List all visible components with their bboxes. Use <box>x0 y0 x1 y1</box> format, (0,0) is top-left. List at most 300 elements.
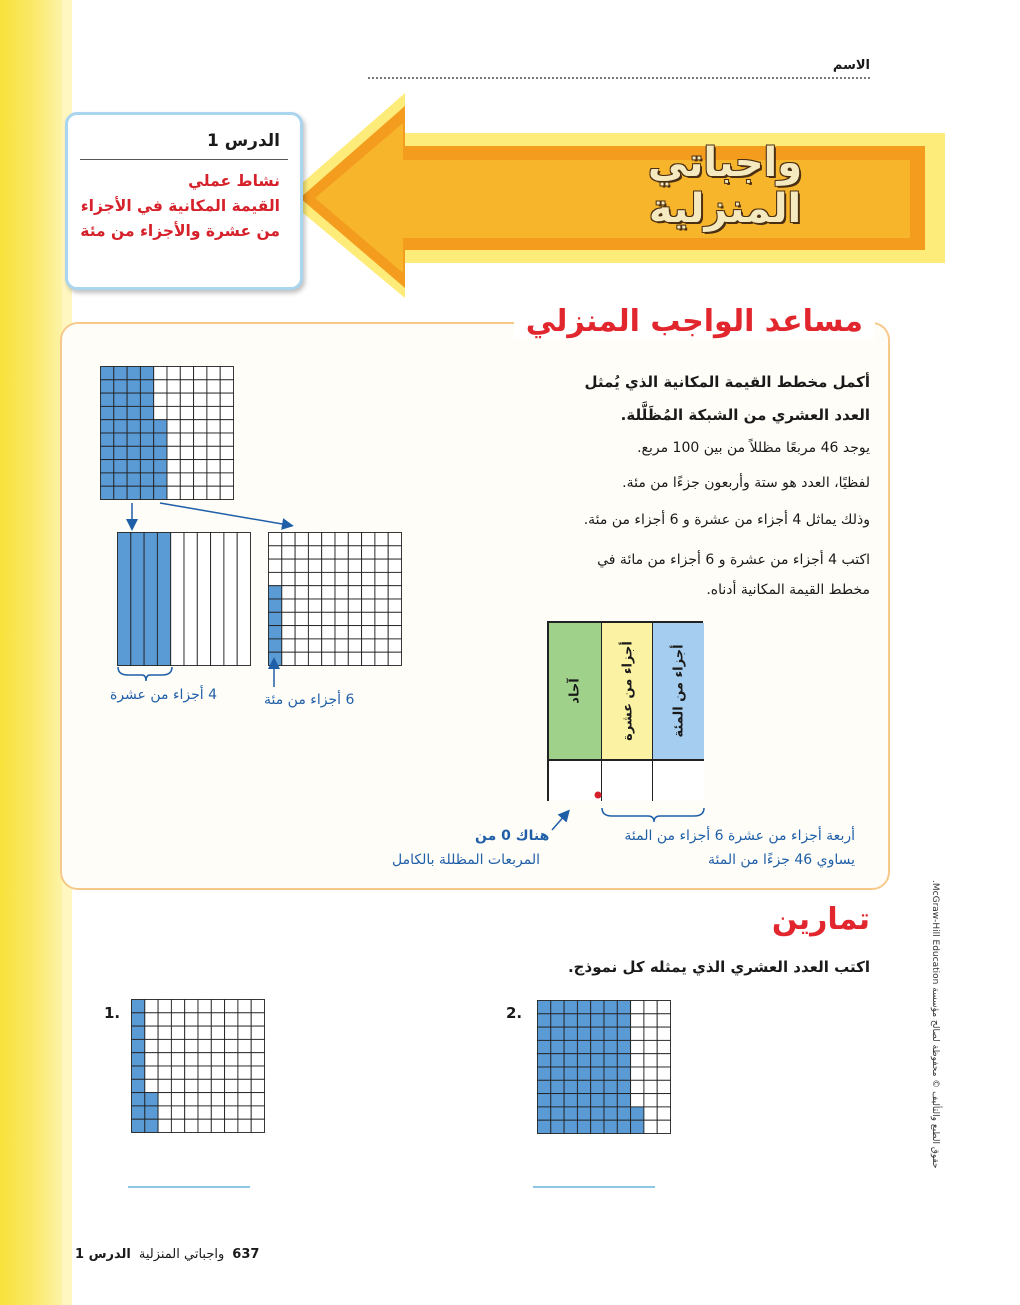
tenths-label: 4 أجزاء من عشرة <box>110 687 218 703</box>
grid-cell <box>158 1066 171 1079</box>
grid-cell <box>564 1054 577 1067</box>
grid-cell <box>225 1119 238 1132</box>
grid-cell <box>145 1039 158 1052</box>
grid-cell <box>657 1107 670 1120</box>
answer-line-1[interactable] <box>128 1186 250 1188</box>
grid-cell <box>145 1013 158 1026</box>
grid-cell <box>564 1027 577 1040</box>
grid-cell <box>114 433 127 446</box>
grid-cell <box>631 1120 644 1133</box>
grid-cell <box>251 1013 264 1026</box>
grid-cell <box>171 1053 184 1066</box>
name-input-line[interactable] <box>368 77 870 79</box>
grid-cell <box>591 1067 604 1080</box>
task-line: أكمل مخطط القيمة المكانية الذي يُمثل <box>584 373 870 391</box>
grid-cell <box>551 1014 564 1027</box>
grid-cell <box>154 460 167 473</box>
grid-cell <box>207 380 220 393</box>
grid-cell <box>180 406 193 419</box>
grid-cell <box>591 1014 604 1027</box>
grid-cell <box>185 1013 198 1026</box>
grid-cell <box>644 1054 657 1067</box>
grid-cell <box>207 420 220 433</box>
grid-cell <box>211 1026 224 1039</box>
grid-cell <box>167 393 180 406</box>
grid-cell <box>564 1094 577 1107</box>
grid-cell <box>114 406 127 419</box>
grid-cell <box>154 473 167 486</box>
grid-cell <box>631 1094 644 1107</box>
grid-cell <box>657 1120 670 1133</box>
grid-cell <box>238 1013 251 1026</box>
ones-column <box>549 623 601 759</box>
grid-cell <box>564 1001 577 1014</box>
grid-cell <box>180 446 193 459</box>
grid-cell <box>225 1026 238 1039</box>
grid-cell <box>631 1001 644 1014</box>
grid-cell <box>251 1039 264 1052</box>
page-footer <box>75 1247 285 1262</box>
grid-cell <box>211 1066 224 1079</box>
column-header: أجزاء من المئة <box>671 644 686 738</box>
grid-cell <box>644 1107 657 1120</box>
grid-cell <box>171 1066 184 1079</box>
grid-cell <box>171 1026 184 1039</box>
page-number: 637 <box>232 1247 260 1262</box>
grid-cell <box>194 367 207 380</box>
grid-cell <box>207 406 220 419</box>
explanation-line: اكتب 4 أجزاء من عشرة و 6 أجزاء من مائة في <box>597 552 870 568</box>
hundredths-column <box>652 623 704 759</box>
grid-cell <box>158 1093 171 1106</box>
grid-cell <box>604 1027 617 1040</box>
grid-cell <box>591 1054 604 1067</box>
grid-cell <box>158 1039 171 1052</box>
column-header: أجزاء من عشرة <box>620 641 635 741</box>
grid-cell <box>198 1039 211 1052</box>
grid-cell <box>538 1080 551 1093</box>
decimal-brace <box>602 808 704 822</box>
grid-cell <box>617 1040 630 1053</box>
grid-cell <box>198 1119 211 1132</box>
grid-cell <box>127 367 140 380</box>
grid-cell <box>207 367 220 380</box>
grid-cell <box>220 420 233 433</box>
grid-cell <box>211 1039 224 1052</box>
grid-cell <box>194 420 207 433</box>
grid-cell <box>617 1107 630 1120</box>
grid-cell <box>591 1001 604 1014</box>
grid-cell <box>167 446 180 459</box>
grid-cell <box>207 393 220 406</box>
grid-cell <box>538 1120 551 1133</box>
grid-cell <box>538 1027 551 1040</box>
place-value-chart <box>547 621 703 801</box>
grid-cell <box>114 460 127 473</box>
helper-title: مساعد الواجب المنزلي <box>514 304 875 339</box>
grid-cell <box>114 420 127 433</box>
grid-cell <box>238 1053 251 1066</box>
grid-cell <box>194 406 207 419</box>
grid-cell <box>145 1093 158 1106</box>
lesson-topic <box>70 169 280 244</box>
grid-cell <box>577 1120 590 1133</box>
exercise-1-grid <box>131 999 265 1133</box>
grid-cell <box>631 1107 644 1120</box>
arrow-to-hundredths <box>160 503 288 525</box>
grid-cell <box>657 1001 670 1014</box>
grid-cell <box>140 367 153 380</box>
lesson-number: الدرس 1 <box>206 131 280 151</box>
grid-cell <box>604 1067 617 1080</box>
grid-cell <box>198 1106 211 1119</box>
explanation-line: يوجد 46 مربعًا مظللاً من بين 100 مربع. <box>637 440 870 456</box>
grid-cell <box>132 1053 145 1066</box>
note-left: هناك 0 من <box>475 828 550 844</box>
grid-cell <box>127 380 140 393</box>
grid-cell <box>564 1107 577 1120</box>
grid-cell <box>180 420 193 433</box>
grid-cell <box>551 1001 564 1014</box>
grid-cell <box>207 446 220 459</box>
grid-cell <box>140 420 153 433</box>
grid-cell <box>167 380 180 393</box>
grid-cell <box>238 1066 251 1079</box>
grid-cell <box>631 1067 644 1080</box>
grid-cell <box>198 1066 211 1079</box>
grid-cell <box>657 1054 670 1067</box>
grid-cell <box>238 1079 251 1092</box>
grid-cell <box>657 1040 670 1053</box>
grid-cell <box>551 1107 564 1120</box>
grid-cell <box>154 406 167 419</box>
grid-cell <box>564 1014 577 1027</box>
grid-cell <box>657 1027 670 1040</box>
grid-cell <box>591 1107 604 1120</box>
grid-cell <box>132 1093 145 1106</box>
grid-cell <box>251 1079 264 1092</box>
grid-cell <box>194 460 207 473</box>
grid-cell <box>251 1119 264 1132</box>
grid-cell <box>538 1014 551 1027</box>
grid-cell <box>538 1054 551 1067</box>
lesson-info-box <box>65 112 303 290</box>
explanation-line: وذلك يماثل 4 أجزاء من عشرة و 6 أجزاء من مئة. <box>583 512 870 528</box>
copyright-text: حقوق الطبع والتأليف © محفوظة لصالح مؤسسة McGraw-Hill Education. <box>930 880 940 1169</box>
grid-cell <box>167 460 180 473</box>
note-right: أربعة أجزاء من عشرة 6 أجزاء من المئة <box>624 828 855 844</box>
grid-cell <box>171 1013 184 1026</box>
grid-cell <box>225 1066 238 1079</box>
grid-cell <box>617 1001 630 1014</box>
grid-cell <box>101 406 114 419</box>
grid-cell <box>225 1039 238 1052</box>
exercise-number: 1. <box>104 1004 121 1022</box>
grid-cell <box>538 1001 551 1014</box>
grid-cell <box>644 1014 657 1027</box>
grid-cell <box>617 1014 630 1027</box>
grid-cell <box>225 1106 238 1119</box>
grid-cell <box>158 1079 171 1092</box>
grid-cell <box>644 1040 657 1053</box>
grid-cell <box>114 393 127 406</box>
grid-cell <box>198 1093 211 1106</box>
grid-cell <box>617 1094 630 1107</box>
grid-cell <box>238 1119 251 1132</box>
grid-cell <box>564 1067 577 1080</box>
footer-title: واجباتي المنزلية <box>138 1247 225 1262</box>
grid-cell <box>140 473 153 486</box>
grid-cell <box>657 1014 670 1027</box>
explanation-line: لفظيًا، العدد هو ستة وأربعون جزءًا من مئة. <box>622 475 870 491</box>
grid-cell <box>591 1040 604 1053</box>
grid-cell <box>577 1027 590 1040</box>
grid-cell <box>251 1053 264 1066</box>
grid-cell <box>577 1107 590 1120</box>
grid-cell <box>631 1054 644 1067</box>
grid-cell <box>132 1000 145 1013</box>
grid-cell <box>194 446 207 459</box>
grid-cell <box>207 473 220 486</box>
grid-cell <box>564 1120 577 1133</box>
grid-cell <box>551 1040 564 1053</box>
grid-cell <box>145 1000 158 1013</box>
grid-cell <box>657 1094 670 1107</box>
grid-cell <box>101 367 114 380</box>
grid-cell <box>211 1013 224 1026</box>
grid-cell <box>220 446 233 459</box>
grid-cell <box>551 1080 564 1093</box>
grid-cell <box>101 433 114 446</box>
grid-cell <box>154 446 167 459</box>
grid-cell <box>171 1119 184 1132</box>
grid-cell <box>591 1080 604 1093</box>
grid-cell <box>154 420 167 433</box>
grid-cell <box>591 1120 604 1133</box>
grid-cell <box>538 1094 551 1107</box>
grid-cell <box>225 1093 238 1106</box>
grid-cell <box>577 1054 590 1067</box>
grid-cell <box>198 1053 211 1066</box>
grid-cell <box>114 446 127 459</box>
exercise-2-grid <box>537 1000 671 1134</box>
grid-cell <box>101 420 114 433</box>
grid-cell <box>180 367 193 380</box>
arrow-to-ones <box>552 814 566 830</box>
grid-cell <box>251 1066 264 1079</box>
grid-cell <box>145 1053 158 1066</box>
grid-cell <box>180 460 193 473</box>
grid-cell <box>604 1080 617 1093</box>
grid-cell <box>238 1039 251 1052</box>
grid-cell <box>577 1001 590 1014</box>
grid-cell <box>631 1080 644 1093</box>
grid-cell <box>220 393 233 406</box>
grid-cell <box>114 473 127 486</box>
grid-cell <box>211 1119 224 1132</box>
grid-cell <box>220 433 233 446</box>
grid-cell <box>225 1000 238 1013</box>
grid-cell <box>185 1079 198 1092</box>
grid-cell <box>211 1000 224 1013</box>
grid-cell <box>538 1040 551 1053</box>
grid-cell <box>145 1106 158 1119</box>
grid-cell <box>185 1106 198 1119</box>
grid-cell <box>185 1053 198 1066</box>
grid-cell <box>211 1053 224 1066</box>
grid-cell <box>127 433 140 446</box>
grid-cell <box>225 1013 238 1026</box>
grid-cell <box>617 1120 630 1133</box>
grid-cell <box>132 1079 145 1092</box>
grid-cell <box>180 393 193 406</box>
grid-cell <box>604 1094 617 1107</box>
grid-cell <box>251 1000 264 1013</box>
grid-cell <box>127 460 140 473</box>
grid-cell <box>591 1094 604 1107</box>
grid-cell <box>185 1026 198 1039</box>
grid-cell <box>132 1026 145 1039</box>
grid-cell <box>158 1119 171 1132</box>
tenths-column <box>601 623 653 759</box>
grid-cell <box>657 1080 670 1093</box>
grid-cell <box>238 1093 251 1106</box>
grid-cell <box>225 1053 238 1066</box>
grid-cell <box>644 1120 657 1133</box>
grid-cell <box>185 1000 198 1013</box>
grid-cell <box>198 1026 211 1039</box>
grid-cell <box>132 1066 145 1079</box>
grid-cell <box>220 367 233 380</box>
grid-cell <box>604 1040 617 1053</box>
grid-cell <box>564 1080 577 1093</box>
grid-cell <box>631 1014 644 1027</box>
grid-cell <box>154 393 167 406</box>
grid-cell <box>145 1079 158 1092</box>
grid-cell <box>185 1093 198 1106</box>
grid-cell <box>251 1093 264 1106</box>
grid-cell <box>198 1079 211 1092</box>
grid-cell <box>198 1013 211 1026</box>
grid-cell <box>577 1094 590 1107</box>
grid-cell <box>171 1079 184 1092</box>
hundredths-label: 6 أجزاء من مئة <box>264 692 355 708</box>
grid-cell <box>180 473 193 486</box>
grid-cell <box>644 1027 657 1040</box>
grid-cell <box>644 1001 657 1014</box>
grid-cell <box>194 380 207 393</box>
grid-cell <box>167 367 180 380</box>
decimal-point-dot <box>595 792 602 799</box>
grid-cell <box>140 460 153 473</box>
grid-cell <box>145 1026 158 1039</box>
grid-cell <box>171 1000 184 1013</box>
grid-cell <box>158 1106 171 1119</box>
grid-cell <box>127 446 140 459</box>
grid-cell <box>617 1027 630 1040</box>
grid-cell <box>140 406 153 419</box>
grid-cell <box>140 446 153 459</box>
grid-cell <box>145 1119 158 1132</box>
grid-cell <box>551 1120 564 1133</box>
answer-line-2[interactable] <box>533 1186 655 1188</box>
grid-cell <box>158 1026 171 1039</box>
grid-cell <box>171 1093 184 1106</box>
grid-cell <box>101 393 114 406</box>
grid-cell <box>132 1106 145 1119</box>
note-left: المربعات المظللة بالكامل <box>392 852 541 868</box>
grid-cell <box>538 1067 551 1080</box>
grid-cell <box>171 1106 184 1119</box>
grid-cell <box>551 1094 564 1107</box>
explanation-line: مخطط القيمة المكانية أدناه. <box>706 582 870 598</box>
grid-cell <box>167 406 180 419</box>
grid-cell <box>551 1027 564 1040</box>
grid-cell <box>154 433 167 446</box>
grid-cell <box>604 1120 617 1133</box>
grid-cell <box>101 460 114 473</box>
grid-cell <box>158 1053 171 1066</box>
grid-cell <box>185 1066 198 1079</box>
grid-cell <box>538 1107 551 1120</box>
lesson-topic-line: نشاط عملي <box>188 172 280 190</box>
grid-cell <box>167 420 180 433</box>
grid-cell <box>140 433 153 446</box>
grid-cell <box>127 393 140 406</box>
grid-cell <box>220 473 233 486</box>
grid-cell <box>220 380 233 393</box>
grid-cell <box>604 1107 617 1120</box>
grid-cell <box>154 380 167 393</box>
grid-cell <box>644 1080 657 1093</box>
grid-cell <box>617 1054 630 1067</box>
grid-cell <box>604 1014 617 1027</box>
grid-cell <box>238 1000 251 1013</box>
grid-cell <box>551 1054 564 1067</box>
grid-cell <box>211 1093 224 1106</box>
grid-cell <box>101 473 114 486</box>
page-title: واجباتي المنزلية <box>647 140 803 232</box>
grid-cell <box>158 1000 171 1013</box>
grid-cell <box>180 380 193 393</box>
grid-cell <box>238 1106 251 1119</box>
grid-cell <box>114 367 127 380</box>
practice-title: تمارين <box>771 902 870 937</box>
grid-cell <box>127 420 140 433</box>
grid-cell <box>167 473 180 486</box>
exercise-number: 2. <box>506 1004 523 1022</box>
grid-cell <box>251 1026 264 1039</box>
lesson-topic-line: القيمة المكانية في الأجزاء <box>80 197 280 215</box>
grid-cell <box>132 1039 145 1052</box>
grid-cell <box>591 1027 604 1040</box>
grid-cell <box>644 1067 657 1080</box>
grid-cell <box>114 380 127 393</box>
grid-cell <box>140 380 153 393</box>
grid-cell <box>198 1000 211 1013</box>
grid-cell <box>564 1040 577 1053</box>
grid-cell <box>577 1040 590 1053</box>
name-label: الاسم <box>832 58 870 73</box>
grid-cell <box>604 1001 617 1014</box>
grid-cell <box>127 406 140 419</box>
grid-cell <box>207 433 220 446</box>
tenths-brace <box>118 667 172 681</box>
grid-cell <box>194 433 207 446</box>
grid-cell <box>180 433 193 446</box>
grid-cell <box>577 1014 590 1027</box>
grid-cell <box>185 1119 198 1132</box>
